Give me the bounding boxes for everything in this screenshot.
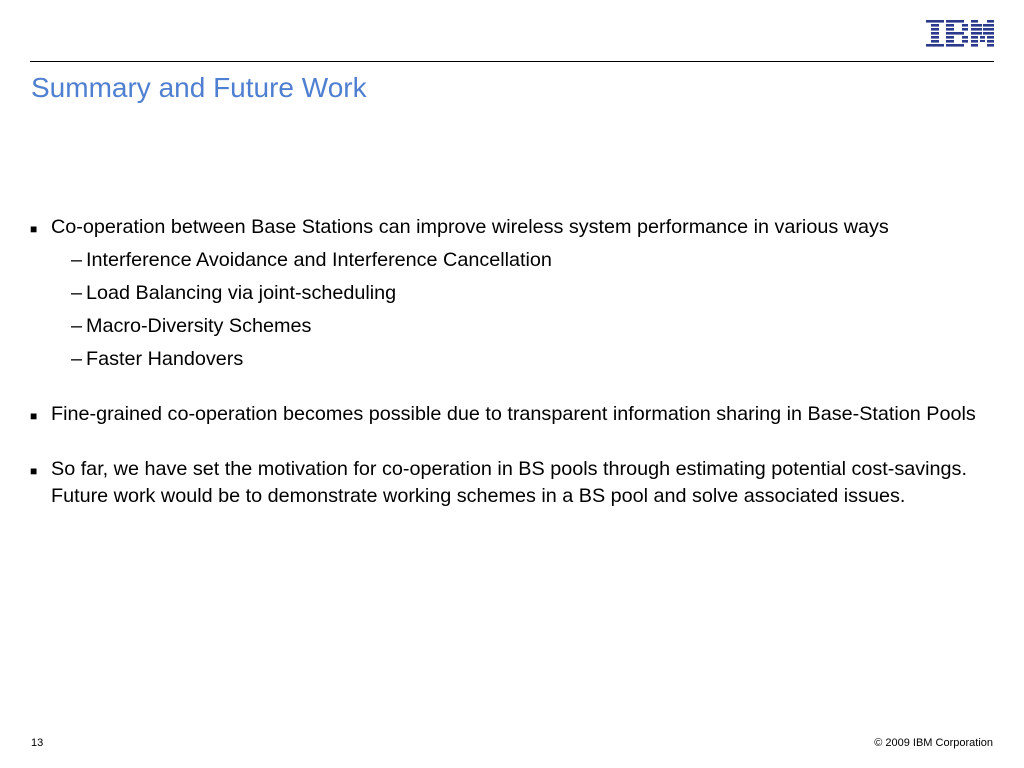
- sub-bullet-text: Macro-Diversity Schemes: [86, 315, 312, 337]
- sub-bullet-text: Faster Handovers: [86, 348, 244, 370]
- sub-bullet-item: [51, 313, 992, 340]
- sub-bullet-item: [51, 247, 992, 274]
- sub-bullet-list: [51, 247, 992, 373]
- slide-title: Summary and Future Work: [31, 72, 367, 103]
- sub-bullet-text: Load Balancing via joint-scheduling: [86, 282, 397, 304]
- dash-icon: –: [71, 315, 83, 337]
- copyright-notice: © 2009 IBM Corporation: [874, 737, 993, 749]
- header-divider: [30, 61, 994, 62]
- bullet-text: Co-operation between Base Stations can improve wireless system performance in various ways: [51, 216, 889, 238]
- bullet-item: [30, 401, 992, 428]
- dash-icon: –: [71, 282, 83, 304]
- slide-content: [30, 214, 992, 538]
- bullet-item: [30, 456, 992, 510]
- square-bullet-icon: ■: [30, 409, 38, 423]
- page-number: 13: [31, 737, 44, 749]
- sub-bullet-item: [51, 346, 992, 373]
- square-bullet-icon: ■: [30, 222, 38, 236]
- bullet-item: [30, 214, 992, 373]
- bullet-text: Fine-grained co-operation becomes possible due to transparent information sharing in Base-Station Pools: [51, 403, 976, 425]
- bullet-text: So far, we have set the motivation for co-operation in BS pools through estimating potential cost-savings. Future work would be to demonstrate working schemes in a BS pool and solve associated issues.: [51, 458, 967, 507]
- square-bullet-icon: ■: [30, 464, 38, 478]
- dash-icon: –: [71, 348, 83, 370]
- ibm-logo: [925, 20, 995, 53]
- sub-bullet-text: Interference Avoidance and Interference Cancellation: [86, 249, 552, 271]
- dash-icon: –: [71, 249, 83, 271]
- sub-bullet-item: [51, 280, 992, 307]
